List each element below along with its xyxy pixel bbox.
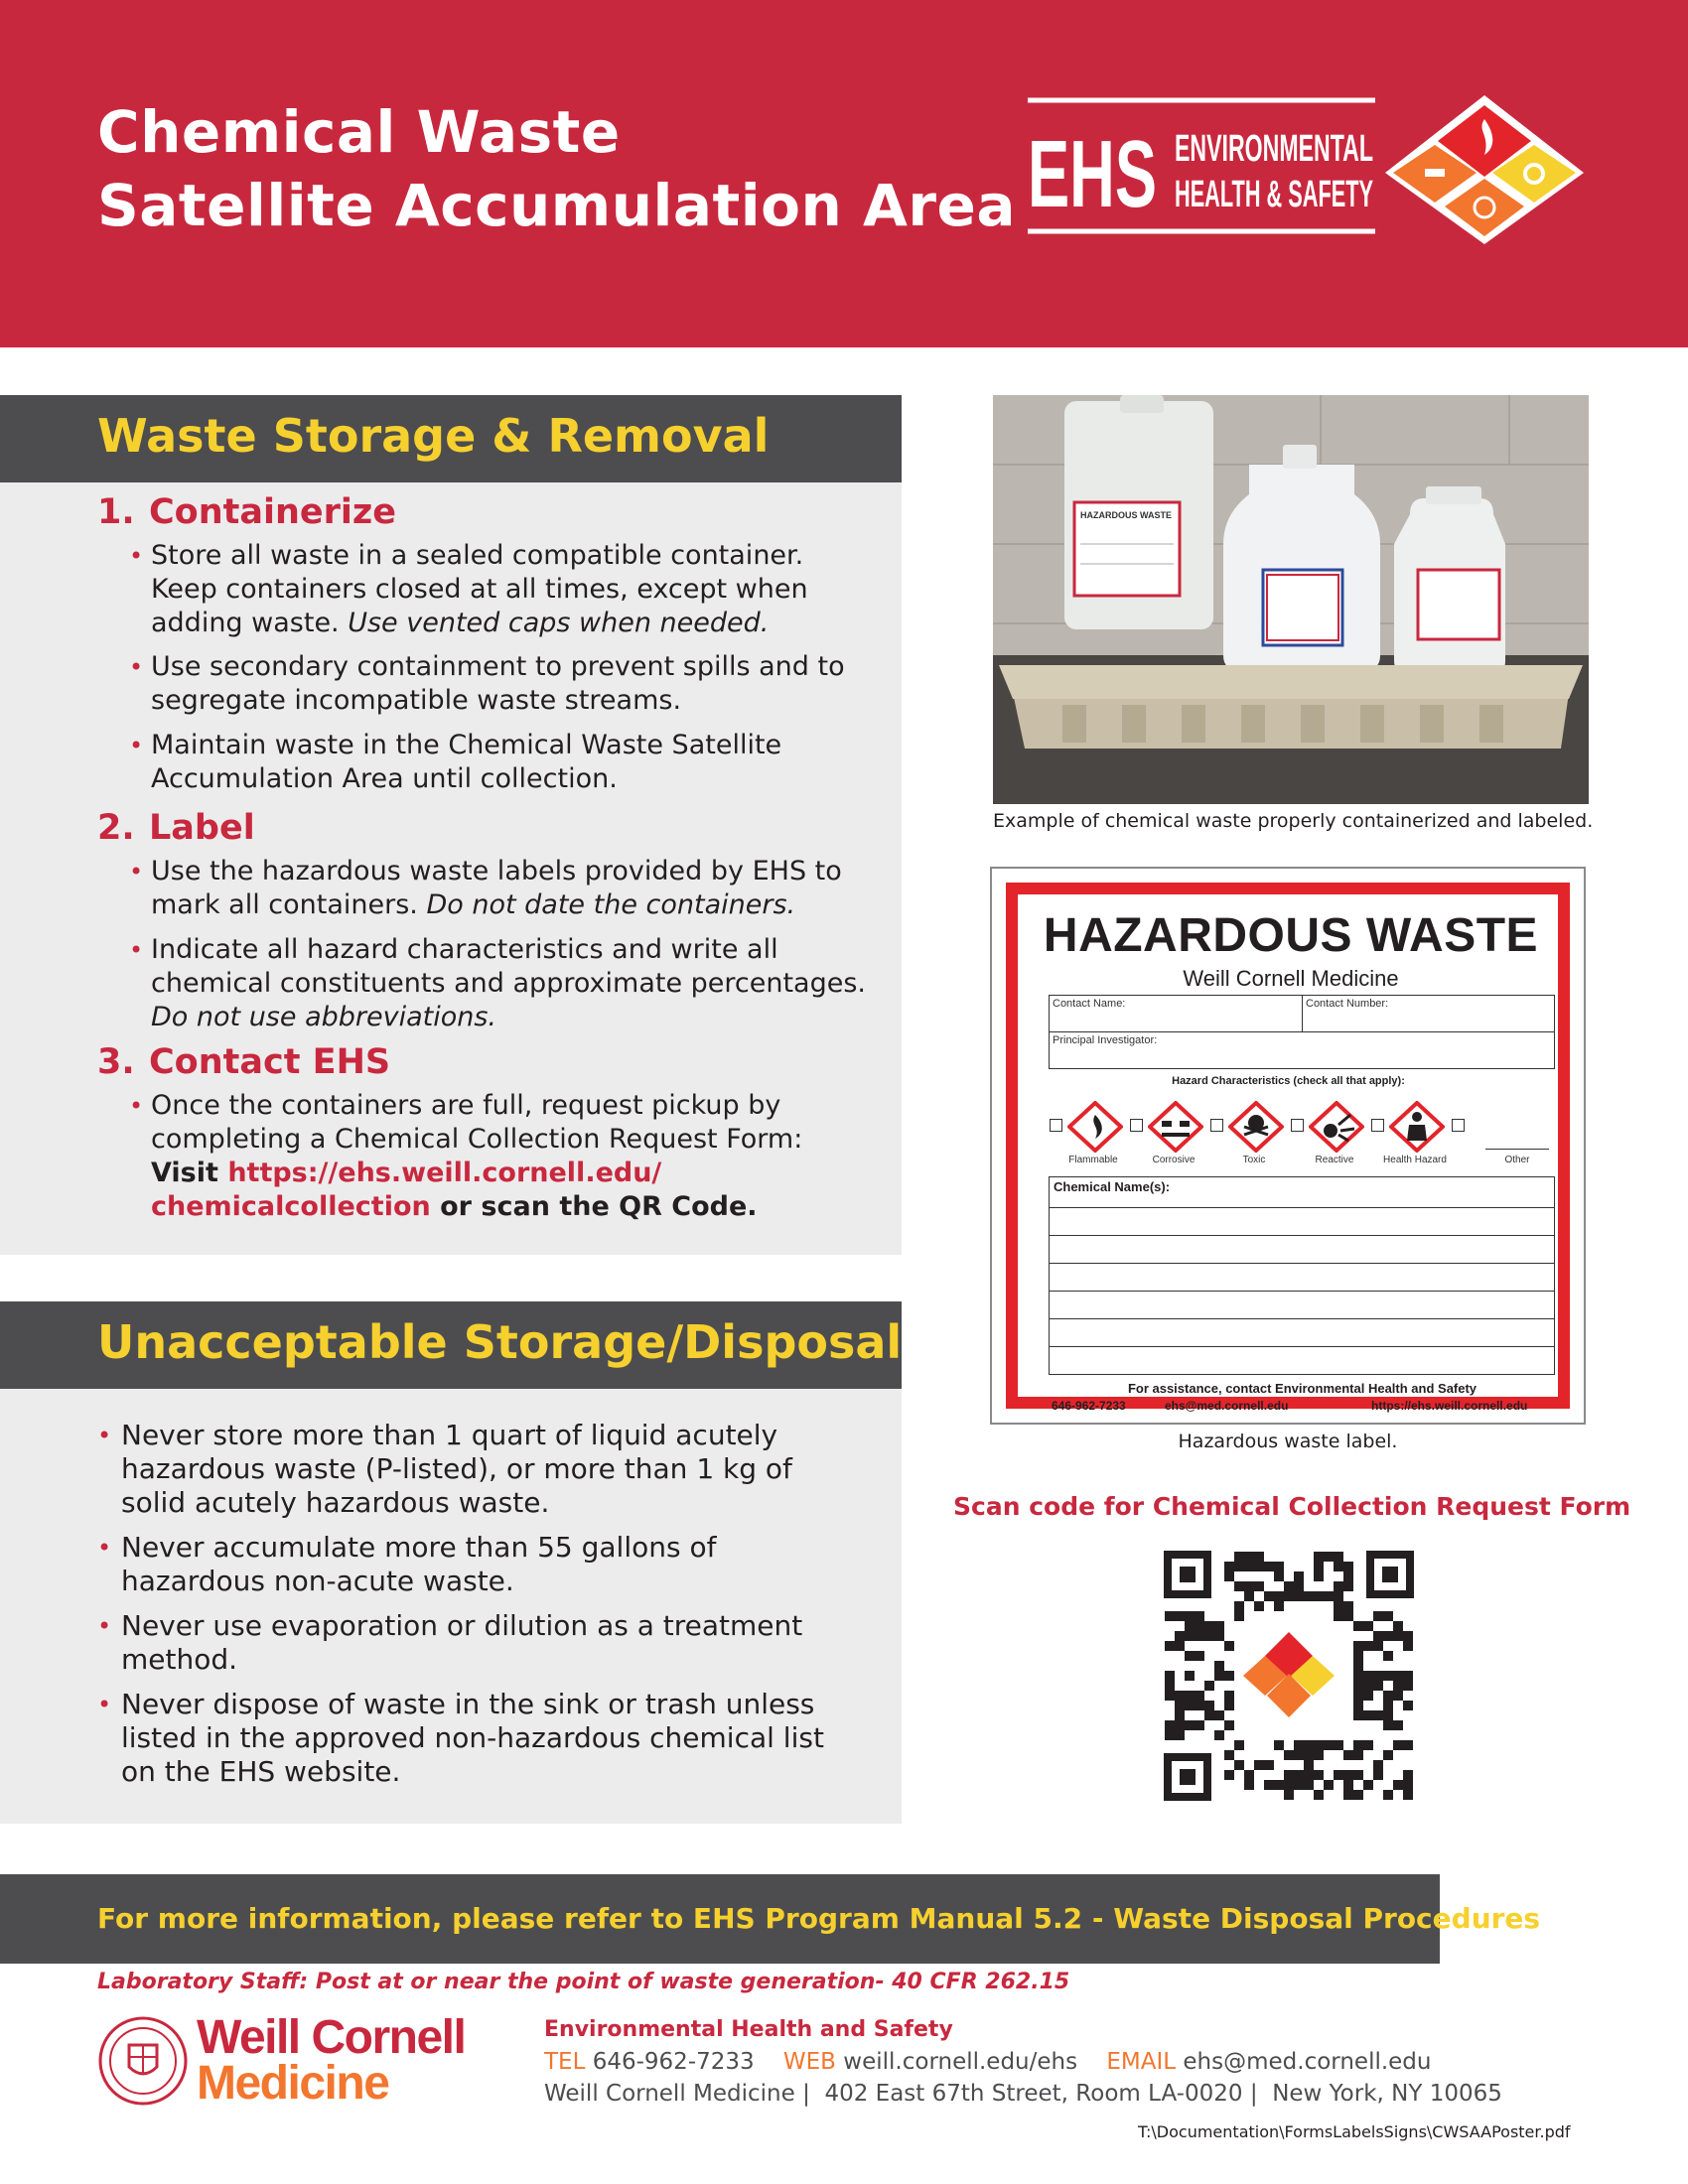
org-name-line-2: Medicine [197,2057,389,2110]
bullet-text: Store all waste in a sealed compatible container. Keep containers closed at all times, except when adding waste. [151,540,808,638]
step-1-label: Containerize [149,492,397,532]
storage-heading-bar [0,395,902,482]
cornell-seal-icon [97,2015,189,2107]
health-hazard-icon [1389,1101,1445,1153]
item-text: Never use evaporation or dilution as a treatment method. [121,1609,803,1676]
unacceptable-heading-bar [0,1301,902,1389]
qr-code[interactable] [1164,1551,1414,1801]
bullet-text: Indicate all hazard characteristics and write all chemical constituents and approximate percentages. [151,934,866,999]
label-email: ehs@med.cornell.edu [1165,1399,1289,1413]
chem-line [1050,1346,1554,1347]
item-text: Never dispose of waste in the sink or trash unless listed in the approved non-hazardous chemical list on the EHS website. [121,1688,824,1788]
ehs-logo [1028,95,1594,244]
step-1-bullet-1: • Store all waste in a sealed compatible container. Keep containers closed at all times, except when adding waste. Use vented caps when needed. [129,540,808,638]
step-1-bullet-3: • Maintain waste in the Chemical Waste Satellite Accumulation Area until collection. [129,730,782,794]
header-banner [0,0,1688,347]
link-part-2[interactable]: chemicalcollection [151,1191,431,1222]
bullet-end: or scan the QR Code. [430,1191,758,1222]
hazard-other [1452,1101,1556,1170]
title-line-2: Satellite Accumulation Area [97,172,1016,239]
photo-caption: Example of chemical waste properly containerized and labeled. [993,810,1594,832]
chem-line [1050,1207,1554,1208]
address-city: New York, NY 10065 [1272,2081,1502,2107]
label-title: HAZARDOUS WASTE [1043,909,1539,962]
label-subtitle: Weill Cornell Medicine [1183,966,1399,991]
flammable-icon [1067,1101,1123,1153]
email-value[interactable]: ehs@med.cornell.edu [1183,2049,1432,2075]
health-hazard-label: Health Hazard [1383,1155,1447,1165]
chem-line [1050,1263,1554,1264]
file-path: T:\Documentation\FormsLabelsSigns\CWSAAPoster.pdf [1138,2122,1571,2141]
unacceptable-item-2: • Never accumulate more than 55 gallons of hazardous non-acute waste. [97,1531,717,1597]
address-line: Weill Cornell Medicine | 402 East 67th Street, Room LA-0020 | New York, NY 10065 [544,2081,1502,2107]
logo-letters: EHS [1028,121,1157,227]
page-title [97,95,1016,242]
bullet-text: Once the containers are full, request pickup by completing a Chemical Collection Request Form: [151,1090,803,1155]
hazard-corrosive [1130,1101,1207,1170]
bullet-italic: Do not use abbreviations. [151,1002,496,1032]
tel-label: TEL [544,2049,586,2075]
corrosive-checkbox [1130,1119,1143,1132]
principal-investigator-field [1049,1031,1555,1069]
hazard-flammable [1050,1101,1127,1170]
contact-line [544,2049,1431,2075]
step-3-number: 3. [97,1042,135,1082]
reactive-checkbox [1291,1119,1304,1132]
step-3-bullet-1: • Once the containers are full, request pickup by completing a Chemical Collection Request Form: Visit https://ehs.weill.cornell.edu/ chemicalcollection or scan the QR Code. [129,1090,803,1222]
chemical-names-box [1049,1176,1555,1375]
label-assist-text: For assistance, contact Environmental Health and Safety [1127,1381,1477,1396]
step-1-bullet-2: • Use secondary containment to prevent spills and to segregate incompatible waste streams. [129,651,845,716]
corrosive-label: Corrosive [1152,1155,1196,1165]
org-name-line-1: Weill Cornell [197,2011,466,2064]
title-line-1: Chemical Waste [97,98,621,166]
step-1-title [97,492,396,532]
hazard-reactive [1291,1101,1368,1170]
other-line [1485,1149,1549,1150]
toxic-checkbox [1210,1119,1223,1132]
hazard-health [1371,1101,1449,1170]
hazard-characteristics-heading: Hazard Characteristics (check all that apply): [1172,1075,1405,1087]
step-3-title [97,1042,390,1082]
hazard-toxic [1210,1101,1288,1170]
step-2-number: 2. [97,808,135,848]
visit-text: Visit [151,1158,228,1188]
bullet-text: Use the hazardous waste labels provided by EHS to mark all containers. [151,856,842,920]
logo-line-1: ENVIRONMENTAL [1175,128,1373,170]
label-caption: Hazardous waste label. [1178,1431,1398,1452]
unacceptable-heading: Unacceptable Storage/Disposal [97,1315,903,1369]
label-url: https://ehs.weill.cornell.edu [1371,1399,1528,1413]
flammable-label: Flammable [1068,1155,1118,1165]
flammable-checkbox [1050,1119,1062,1132]
step-1-number: 1. [97,492,135,532]
weill-cornell-logo [97,2011,485,2111]
skull-icon [1228,1101,1284,1153]
item-text: Never store more than 1 quart of liquid acutely hazardous waste (P-listed), or more than 1 kg of solid acutely hazardous waste. [121,1419,792,1519]
explosion-icon [1309,1101,1364,1153]
container-label-text: HAZARDOUS WASTE [1080,510,1172,520]
more-info-bar [0,1874,1541,1964]
bullet-text: Maintain waste in the Chemical Waste Satellite Accumulation Area until collection. [151,730,782,794]
chemical-names-label: Chemical Name(s): [1054,1179,1171,1194]
waste-containers-photo [993,395,1589,804]
qr-caption: Scan code for Chemical Collection Request Form [953,1492,1631,1521]
tel-value[interactable]: 646-962-7233 [592,2049,755,2075]
bullet-text: Use secondary containment to prevent spills and to segregate incompatible waste streams. [151,651,845,716]
step-3-label: Contact EHS [149,1042,391,1082]
step-2-bullet-1: • Use the hazardous waste labels provided by EHS to mark all containers. Do not date the containers. [129,856,842,920]
contact-name-label: Contact Name: [1053,998,1126,1010]
pi-label: Principal Investigator: [1053,1034,1158,1046]
address-org: Weill Cornell Medicine [544,2081,795,2107]
link-part-1[interactable]: https://ehs.weill.cornell.edu/ [227,1158,662,1188]
reactive-label: Reactive [1315,1155,1354,1165]
step-2-bullet-2: • Indicate all hazard characteristics and write all chemical constituents and approximate percentages. Do not use abbreviations. [129,934,866,1032]
web-value[interactable]: weill.cornell.edu/ehs [843,2049,1078,2075]
step-2-title [97,808,255,848]
toxic-label: Toxic [1242,1155,1266,1165]
storage-heading: Waste Storage & Removal [97,409,770,463]
health-hazard-checkbox [1371,1119,1384,1132]
item-text: Never accumulate more than 55 gallons of hazardous non-acute waste. [121,1531,717,1597]
chem-line [1050,1291,1554,1292]
other-checkbox [1452,1119,1465,1132]
contact-number-label: Contact Number: [1306,998,1389,1010]
unacceptable-item-3: • Never use evaporation or dilution as a treatment method. [97,1609,803,1676]
bullet-italic: Use vented caps when needed. [348,608,770,638]
post-note: Laboratory Staff: Post at or near the point of waste generation- 40 CFR 262.15 [97,1970,1070,1994]
bullet-italic: Do not date the containers. [426,889,796,920]
label-phone: 646-962-7233 [1052,1399,1126,1413]
logo-line-2: HEALTH & SAFETY [1175,174,1373,215]
unacceptable-item-4: • Never dispose of waste in the sink or trash unless listed in the approved non-hazardous chemical list on the EHS website. [97,1688,824,1788]
other-label: Other [1504,1155,1530,1165]
hazardous-waste-label-sample [990,867,1586,1425]
hazard-diamond-icon [1385,95,1584,244]
contact-number-field [1302,995,1555,1032]
department-name: Environmental Health and Safety [544,2017,953,2042]
email-label: EMAIL [1106,2049,1177,2075]
step-2-label: Label [149,808,255,848]
label-red-border [1006,883,1570,1413]
contact-name-field [1049,995,1303,1032]
unacceptable-item-1: • Never store more than 1 quart of liquid acutely hazardous waste (P-listed), or more than 1 kg of solid acutely hazardous waste. [97,1419,792,1519]
address-street: 402 East 67th Street, Room LA-0020 [824,2081,1243,2107]
web-label: WEB [782,2049,836,2075]
more-info-text: For more information, please refer to EHS Program Manual 5.2 - Waste Disposal Procedures [97,1902,1541,1935]
chem-line [1050,1318,1554,1319]
corrosive-icon [1148,1101,1203,1153]
chem-line [1050,1235,1554,1236]
